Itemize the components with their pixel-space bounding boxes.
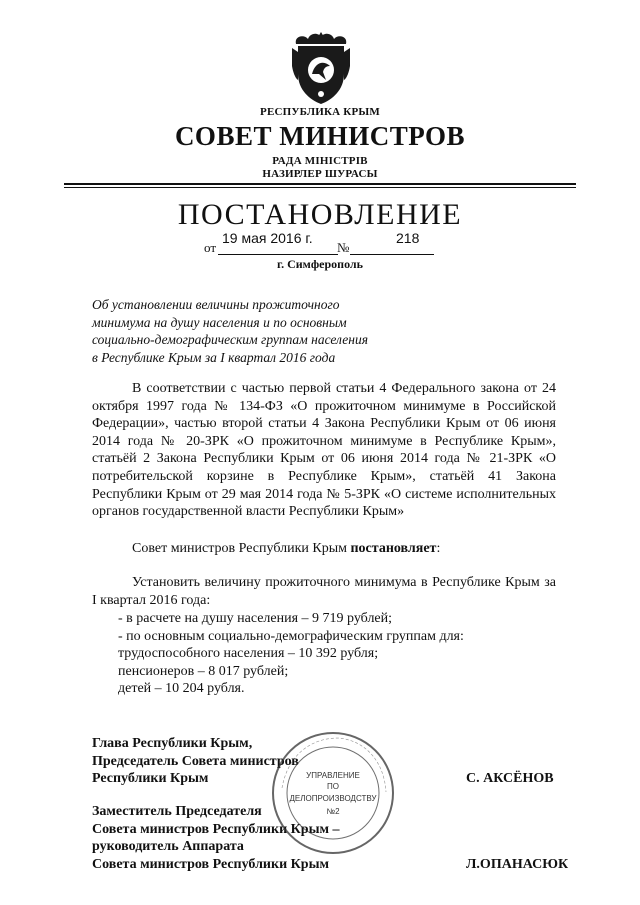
subject-line: Об установлении величины прожиточного	[92, 297, 340, 312]
subject-line: минимума на душу населения и по основным	[92, 314, 347, 330]
council-name: СОВЕТ МИНИСТРОВ	[174, 121, 466, 151]
establish-paragraph: Установить величину прожиточного минимума в Республике Крым за I квартал 2016 года:	[92, 575, 556, 608]
resolves-keyword: постановляет	[350, 541, 437, 556]
title-line: Республики Крым	[92, 771, 209, 786]
date-prefix: от	[204, 240, 217, 255]
number-underline	[350, 254, 434, 255]
resolves-suffix: :	[436, 541, 441, 556]
document-title: ПОСТАНОВЛЕНИЕ	[177, 198, 463, 231]
title-line: Глава Республики Крым,	[92, 736, 253, 751]
seal-line: №2	[326, 807, 340, 816]
title-line: Заместитель Председателя	[92, 804, 262, 819]
office-stamp-icon	[268, 728, 398, 858]
title-line: Совета министров Республики Крым	[92, 856, 330, 872]
signatory-1-name: С. АКСЁНОВ	[466, 771, 554, 786]
resolves-prefix: Совет министров Республики Крым	[132, 541, 351, 556]
decree-date: 19 мая 2016 г.	[222, 230, 313, 246]
list-item: трудоспособного населения – 10 392 рубля;	[118, 646, 379, 661]
list-item: - по основным социально-демографическим группам для:	[118, 628, 464, 644]
subject-line: в Республике Крым за I квартал 2016 года	[92, 349, 336, 365]
resolves-line	[132, 540, 440, 557]
seal-line: УПРАВЛЕНИЕ	[306, 771, 360, 780]
subject-line: социально-демографическим группам населения	[92, 332, 368, 348]
number-label: №	[337, 240, 350, 255]
signatory-2-name: Л.ОПАНАСЮК	[466, 857, 569, 872]
list-item: пенсионеров – 8 017 рублей;	[118, 663, 289, 679]
council-name-crimean-tatar: НАЗИРЛЕР ШУРАСЫ	[262, 168, 378, 180]
seal-line: ПО	[327, 782, 339, 791]
date-underline	[218, 254, 338, 255]
title-line: Председатель Совета министров	[92, 753, 299, 769]
legal-basis-paragraph: В соответствии с частью первой статьи 4 Федерального закона от 24 октября 1997 года № 134-ФЗ «О прожиточном минимуме в Российской Федерации», частью второй статьи 4 Закона Республики Крым от 06 июня 2014 года № 20-ЗРК «О прожиточном минимуме в Республике Крым», статьёй 2 Закона Республики Крым от 06 июня 2014 года № 21-ЗРК «О потребительской корзине в Республике Крым», статьёй 41 Закона Республики Крым от 29 мая 2014 года № 5-ЗРК «О системе исполнительных органов государственной власти Республики Крым»	[92, 381, 556, 520]
values-list	[118, 610, 464, 698]
coat-of-arms-icon	[290, 30, 352, 106]
republic-name: РЕСПУБЛИКА КРЫМ	[260, 106, 380, 118]
list-item: - в расчете на душу населения – 9 719 рублей;	[118, 611, 393, 626]
council-name-ukrainian: РАДА МІНІСТРІВ	[272, 155, 368, 167]
header-rule	[64, 183, 576, 185]
seal-line: ДЕЛОПРОИЗВОДСТВУ	[289, 794, 377, 803]
city: г. Симферополь	[277, 257, 363, 271]
title-line: Совета министров Республики Крым –	[92, 821, 340, 837]
decree-number: 218	[396, 230, 420, 246]
title-line: руководитель Аппарата	[92, 839, 244, 854]
header-rule-thin	[64, 187, 576, 188]
list-item: детей – 10 204 рубля.	[118, 681, 245, 696]
decree-subject	[92, 296, 422, 366]
